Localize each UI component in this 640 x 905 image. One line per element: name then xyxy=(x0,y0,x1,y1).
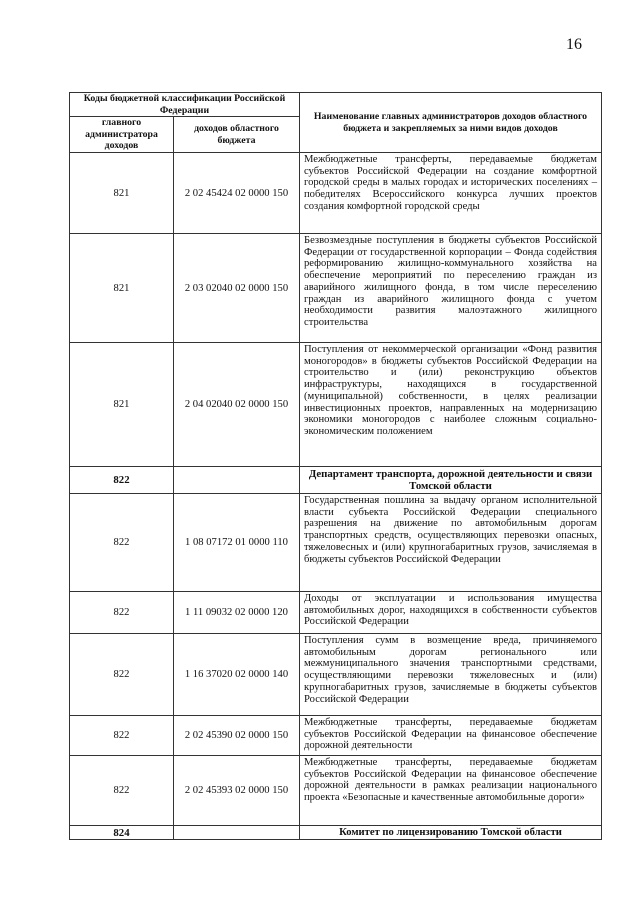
income-description: Межбюджетные трансферты, передаваемые бюджетам субъектов Российской Федерации на создание комфортной городской среды в малых городах и исторических поселениях – победителях Всероссийского конкурса лучших проектов создания комфортной городской среды xyxy=(300,153,602,234)
header-group-title: Коды бюджетной классификации Российской Федерации xyxy=(70,93,300,117)
admin-code: 822 xyxy=(70,716,174,756)
admin-code: 822 xyxy=(70,494,174,592)
table-row xyxy=(70,634,602,716)
admin-code: 822 xyxy=(70,756,174,826)
admin-code: 821 xyxy=(70,343,174,467)
income-description: Безвозмездные поступления в бюджеты субъектов Российской Федерации от государственной корпорации – Фонда содействия реформированию жилищно-коммунального хозяйства на обеспечение мероприятий по переселению граждан из аварийного жилищного фонда, в том числе переселению граждан из аварийного жилищного фонда с учетом необходимости развития малоэтажного жилищного строительства xyxy=(300,234,602,343)
income-code: 2 04 02040 02 0000 150 xyxy=(174,343,300,467)
header-income-column: доходов областного бюджета xyxy=(174,117,300,153)
budget-codes-table xyxy=(69,92,602,840)
table-row xyxy=(70,343,602,467)
table-row xyxy=(70,234,602,343)
empty-cell xyxy=(174,826,300,840)
empty-cell xyxy=(174,467,300,494)
table-row xyxy=(70,494,602,592)
admin-code: 821 xyxy=(70,234,174,343)
income-description: Доходы от эксплуатации и использования имущества автомобильных дорог, находящихся в собственности субъектов Российской Федерации xyxy=(300,592,602,634)
table-row xyxy=(70,153,602,234)
income-code: 2 02 45393 02 0000 150 xyxy=(174,756,300,826)
income-description: Государственная пошлина за выдачу органом исполнительной власти субъекта Российской Федерации специального разрешения на движение по автомобильным дорогам транспортных средств, осуществляющих перевозки опасных, тяжеловесных и (или) крупногабаритных грузов, зачисляемая в бюджеты субъектов Российской Федерации xyxy=(300,494,602,592)
admin-code: 824 xyxy=(70,826,174,840)
admin-code: 821 xyxy=(70,153,174,234)
admin-code: 822 xyxy=(70,467,174,494)
department-row xyxy=(70,826,602,840)
table-row xyxy=(70,716,602,756)
department-name: Комитет по лицензированию Томской области xyxy=(300,826,602,840)
department-name: Департамент транспорта, дорожной деятельности и связи Томской области xyxy=(300,467,602,494)
income-description: Поступления сумм в возмещение вреда, причиняемого автомобильным дорогам регионального или межмуниципального значения транспортными средствами, осуществляющими перевозки тяжеловесных и (или) крупногабаритных грузов, зачисляемые в бюджеты субъектов Российской Федерации xyxy=(300,634,602,716)
income-code: 2 02 45390 02 0000 150 xyxy=(174,716,300,756)
header-admin-column: главного администратора доходов xyxy=(70,117,174,153)
admin-code: 822 xyxy=(70,634,174,716)
page-number: 16 xyxy=(566,36,582,53)
income-description: Межбюджетные трансферты, передаваемые бюджетам субъектов Российской Федерации на финансовое обеспечение дорожной деятельности в рамках реализации национального проекта «Безопасные и качественные автомобильные дороги» xyxy=(300,756,602,826)
income-code: 2 02 45424 02 0000 150 xyxy=(174,153,300,234)
income-code: 1 11 09032 02 0000 120 xyxy=(174,592,300,634)
income-description: Поступления от некоммерческой организации «Фонд развития моногородов» в бюджеты субъектов Российской Федерации на строительство и (или) реконструкцию объектов инфраструктуры, находящихся в государственной (муниципальной) собственности, в целях реализации инвестиционных проектов, направленных на модернизацию экономики моногородов с наиболее сложным социально-экономическим положением xyxy=(300,343,602,467)
department-row xyxy=(70,467,602,494)
header-name-column: Наименование главных администраторов доходов областного бюджета и закрепляемых за ними видов доходов xyxy=(300,93,602,153)
income-description: Межбюджетные трансферты, передаваемые бюджетам субъектов Российской Федерации на финансовое обеспечение дорожной деятельности xyxy=(300,716,602,756)
admin-code: 822 xyxy=(70,592,174,634)
table-row xyxy=(70,592,602,634)
table-row xyxy=(70,756,602,826)
income-code: 1 08 07172 01 0000 110 xyxy=(174,494,300,592)
income-code: 2 03 02040 02 0000 150 xyxy=(174,234,300,343)
income-code: 1 16 37020 02 0000 140 xyxy=(174,634,300,716)
